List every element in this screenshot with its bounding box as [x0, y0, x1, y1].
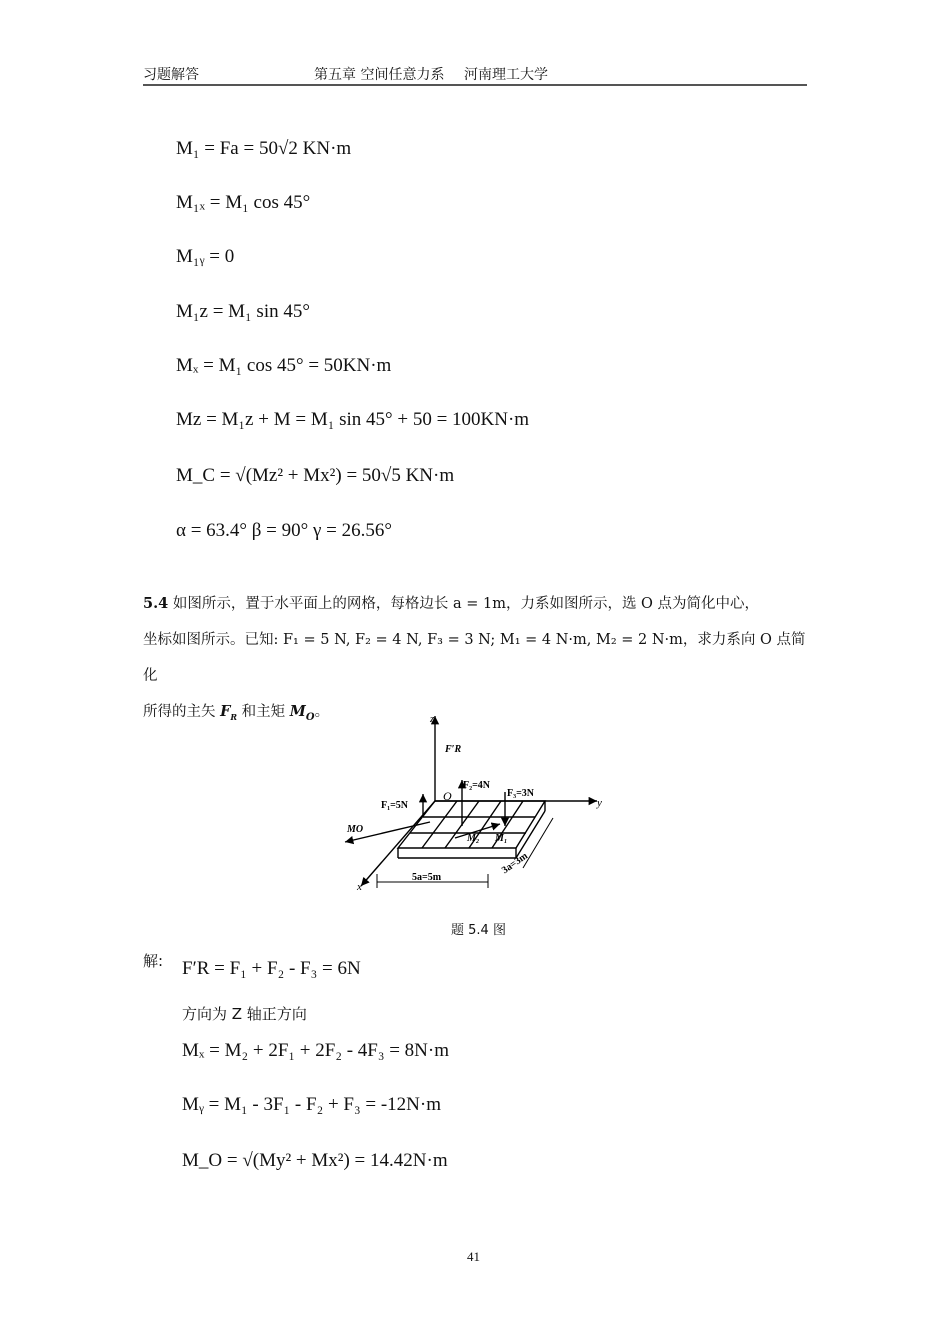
label-z: z	[430, 713, 435, 725]
label-origin: O	[443, 789, 452, 803]
label-m2: M₂	[467, 833, 480, 844]
problem-number: 5.4	[143, 595, 169, 612]
equation-angles: α = 63.4° β = 90° γ = 26.56°	[176, 520, 392, 541]
label-fr: F′R	[445, 744, 462, 755]
solution-my: Mᵧ = M₁ - 3F₁ - F₂ + F₃ = -12N·m	[182, 1094, 441, 1115]
label-mo: MO	[347, 824, 364, 835]
label-m1: M₁	[495, 833, 508, 844]
label-dim-3a: 3a=3m	[499, 850, 530, 877]
grid-plate	[398, 801, 545, 858]
problem-text-1: 如图所示，置于水平面上的网格，每格边长 a = 1m，力系如图所示，选 O 点为简化中心，	[172, 596, 760, 612]
problem-line-1	[143, 586, 807, 622]
equation-m1x: M₁ₓ = M₁ cos 45°	[176, 192, 311, 213]
solution-label: 解:	[143, 952, 164, 970]
problem-text-3c: 。	[314, 704, 330, 720]
label-f2: F₂=4N	[463, 780, 491, 791]
equation-mz: Mz = M₁z + M = M₁ sin 45° + 50 = 100KN·m	[176, 409, 530, 430]
main-moment-symbol: $M_O$	[289, 703, 315, 723]
plate-edge	[516, 811, 545, 858]
solution-mx: Mₓ = M₂ + 2F₁ + 2F₂ - 4F₃ = 8N·m	[182, 1040, 450, 1061]
main-vector-symbol: $F_R$	[220, 703, 238, 722]
solution-mo: M_O = √(My² + Mx²) = 14.42N·m	[182, 1150, 448, 1171]
solution-fr: F′R = F₁ + F₂ - F₃ = 6N	[182, 958, 361, 979]
label-dim-5a: 5a=5m	[412, 872, 442, 883]
label-f3: F₃=3N	[507, 788, 535, 799]
grid-line	[422, 801, 457, 848]
label-y: y	[597, 797, 602, 809]
solution-direction: 方向为 Z 轴正方向	[182, 1005, 307, 1023]
figure-5-4	[335, 708, 615, 898]
label-f1: F₁=5N	[381, 800, 409, 811]
equation-m1z: M₁z = M₁ sin 45°	[176, 301, 310, 322]
problem-text-3b: 和主矩	[241, 704, 286, 720]
header-left: 习题解答	[143, 67, 199, 83]
label-x: x	[357, 881, 362, 893]
equation-m1: M₁ = Fa = 50√2 KN·m	[176, 138, 352, 159]
header-rule	[143, 84, 807, 86]
figure-caption: 题 5.4 图	[451, 923, 506, 938]
equation-m1y: M₁ᵧ = 0	[176, 246, 235, 267]
header-right: 河南理工大学	[464, 67, 548, 83]
equation-mx: Mₓ = M₁ cos 45° = 50KN·m	[176, 355, 392, 376]
equation-mc: M_C = √(Mz² + Mx²) = 50√5 KN·m	[176, 465, 455, 486]
header-center: 第五章 空间任意力系	[314, 67, 445, 83]
problem-line-2: 坐标如图所示。已知: F₁ = 5 N, F₂ = 4 N, F₃ = 3 N; M₁ = 4 N·m, M₂ = 2 N·m，求力系向 O 点简化	[143, 632, 806, 684]
page-number: 41	[467, 1249, 480, 1264]
problem-text-3a: 所得的主矢	[143, 704, 216, 720]
